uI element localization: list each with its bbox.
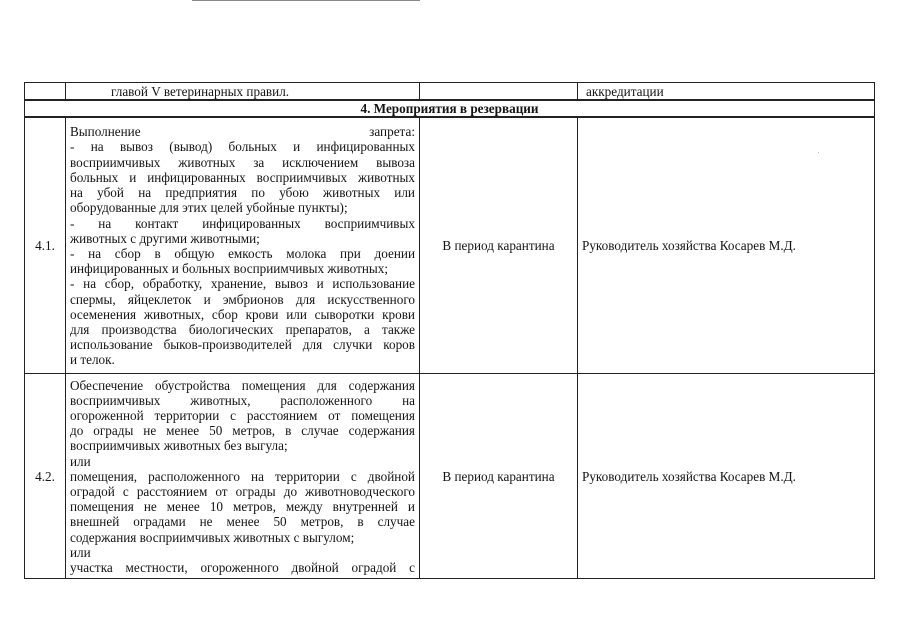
description-line: или [70, 544, 91, 560]
description-line: на убой на предприятия по убою животных или [70, 185, 415, 201]
description-line: восприимчивых животных за исключением вывоза [70, 154, 415, 170]
description-line: - на сбор в общую емкость молока при доении [70, 245, 415, 261]
description-line: использование быков-производителей для случки коров [70, 337, 415, 353]
description-line: Обеспечение обустройства помещения для содержания [70, 377, 415, 393]
description-line: Выполнение запрета: [70, 124, 415, 140]
table-row [25, 117, 875, 374]
description-line: осеменения животных, сбор крови или сыворотки крови [70, 306, 415, 322]
description-line: - на вывоз (вывод) больных и инфицированных [70, 139, 415, 155]
description-line: помещения, расположенного на территории с двойной [70, 468, 415, 484]
row-responsible: Руководитель хозяйства Косарев М.Д. [578, 374, 875, 579]
description-line: и телок. [70, 352, 115, 368]
row-description [66, 117, 420, 374]
continuation-number-cell [25, 83, 66, 101]
continuation-description: главой V ветеринарных правил. [66, 83, 420, 101]
continuation-responsible: аккредитации [578, 83, 875, 101]
description-line: восприимчивых животных без выгула; [70, 438, 288, 454]
section-header-row [25, 100, 875, 117]
row-description [66, 374, 420, 579]
continuation-term-cell [420, 83, 578, 101]
description-line: участка местности, огороженного двойной оградой с [70, 560, 415, 576]
description-line: помещения не менее 10 метров, между внутренней и [70, 499, 415, 515]
description-line: оградой с расстоянием от ограды до животноводческого [70, 484, 415, 499]
description-line: огороженной территории с расстоянием от помещения [70, 407, 415, 423]
description-line: - на контакт инфицированных восприимчивых [70, 215, 415, 231]
description-line: внешней оградами не менее 50 метров, в случае [70, 514, 415, 530]
description-line: животных с другими животными; [70, 230, 260, 246]
description-line: содержания восприимчивых животных с выгулом; [70, 529, 355, 545]
table-row [25, 374, 875, 579]
row-term: В период карантина [420, 374, 578, 579]
description-line: - на сбор, обработку, хранение, вывоз и использование [70, 276, 415, 292]
row-responsible: Руководитель хозяйства Косарев М.Д. [578, 117, 875, 374]
description-line: или [70, 453, 91, 469]
page-header-rule [192, 0, 420, 1]
continuation-row [25, 83, 875, 101]
section-title: 4. Мероприятия в резервации [25, 100, 875, 117]
description-line: спермы, яйцеклеток и эмбрионов для искусственного [70, 291, 415, 307]
description-line: для производства биологических препаратов, а также [70, 321, 415, 337]
row-number: 4.1. [25, 117, 66, 374]
measures-table [24, 82, 875, 579]
description-line: восприимчивых животных, расположенного на [70, 392, 415, 408]
description-line: больных и инфицированных восприимчивых животных [70, 169, 415, 185]
description-line: оборудованные для этих целей убойные пункты); [70, 200, 348, 216]
description-line: до ограды не менее 50 метров, в случае содержания [70, 423, 415, 439]
row-term: В период карантина [420, 117, 578, 374]
row-number: 4.2. [25, 374, 66, 579]
description-line: инфицированных и больных восприимчивых животных; [70, 261, 389, 277]
